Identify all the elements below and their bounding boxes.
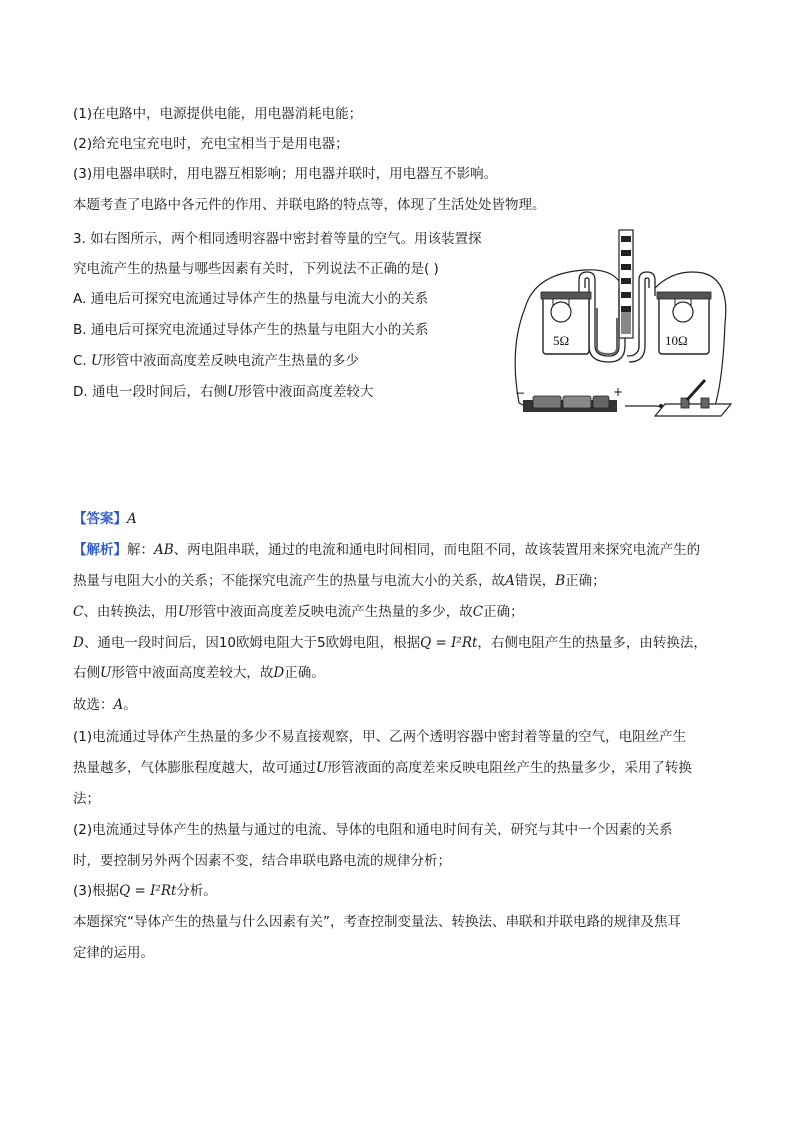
explanation-p1-line-2: 热量越多，气体膨胀程度越大，故可通过U形管液面的高度差来反映电阻丝产生的热量多少，采用了转换 <box>73 760 692 776</box>
right-resistor-label: 10Ω <box>665 333 688 348</box>
analysis-line-6: 故选：A。 <box>73 697 137 713</box>
analysis-line-4: D、通电一段时间后，因10欧姆电阻大于5欧姆电阻，根据Q = I²Rt，右侧电阻产生的热量多，由转换法， <box>73 635 707 651</box>
switch-base <box>655 404 731 416</box>
question-stem-line-1: 3. 如右图所示，两个相同透明容器中密封着等量的空气。用该装置探 <box>73 231 482 247</box>
left-resistor-bulb <box>551 302 571 322</box>
analysis-line-3: C、由转换法，用U形管中液面高度差反映电流产生热量的多少，故C正确； <box>73 604 524 620</box>
left-lid <box>541 292 591 299</box>
summary-line-2: 定律的运用。 <box>73 945 154 961</box>
explanation-p3: (3)根据Q = I²Rt分析。 <box>73 883 217 899</box>
analysis-line-2: 热量与电阻大小的关系；不能探究电流产生的热量与电流大小的关系，故A错误，B正确； <box>73 573 606 589</box>
option-a: A. 通电后可探究电流通过导体产生的热量与电流大小的关系 <box>73 291 429 307</box>
option-d: D. 通电一段时间后，右侧U形管中液面高度差较大 <box>73 384 374 400</box>
left-resistor-label: 5Ω <box>553 333 570 348</box>
question-stem-line-2: 究电流产生的热量与哪些因素有关时，下列说法不正确的是( ) <box>73 261 439 277</box>
note-line-3: (3)用电器串联时，用电器互相影响；用电器并联时，用电器互不影响。 <box>73 166 498 182</box>
u-tube-liquid <box>621 312 631 334</box>
note-line-1: (1)在电路中，电源提供电能，用电器消耗电能； <box>73 106 363 122</box>
option-c: C. U形管中液面高度差反映电流产生热量的多少 <box>73 353 359 369</box>
explanation-p2-line-2: 时，要控制另外两个因素不变，结合串联电路电流的规律分析； <box>73 853 451 869</box>
right-lid <box>657 292 711 299</box>
right-resistor-bulb <box>673 302 693 322</box>
analysis-line-1: 【解析】解：AB、两电阻串联，通过的电流和通电时间相同，而电阻不同，故该装置用来探究电流产生的 <box>73 542 701 558</box>
explanation-p1-line-1: (1)电流通过导体产生热量的多少不易直接观察，甲、乙两个透明容器中密封着等量的空气，电阻丝产生 <box>73 729 687 745</box>
battery-cell-2 <box>563 396 591 408</box>
answer-line: 【答案】A <box>73 511 137 527</box>
battery-cell-3 <box>593 396 609 408</box>
battery-minus-label: − <box>515 386 526 400</box>
battery-plus-label: + <box>613 385 624 399</box>
switch-lever <box>687 380 705 400</box>
note-line-2: (2)给充电宝充电时，充电宝相当于是用电器； <box>73 136 349 152</box>
note-line-4: 本题考查了电路中各元件的作用、并联电路的特点等，体现了生活处处皆物理。 <box>73 197 546 213</box>
summary-line-1: 本题探究“导体产生的热量与什么因素有关”，考查控制变量法、转换法、串联和并联电路的规律及焦耳 <box>73 914 681 930</box>
battery-cell-1 <box>533 396 561 408</box>
explanation-p1-line-3: 法； <box>73 791 100 807</box>
explanation-p2-line-1: (2)电流通过导体产生的热量与通过的电流、导体的电阻和通电时间有关，研究与其中一个因素的关系 <box>73 822 673 838</box>
circuit-apparatus-figure <box>505 228 735 418</box>
analysis-line-5: 右侧U形管中液面高度差较大，故D正确。 <box>73 665 325 681</box>
option-b: B. 通电后可探究电流通过导体产生的热量与电阻大小的关系 <box>73 322 429 338</box>
